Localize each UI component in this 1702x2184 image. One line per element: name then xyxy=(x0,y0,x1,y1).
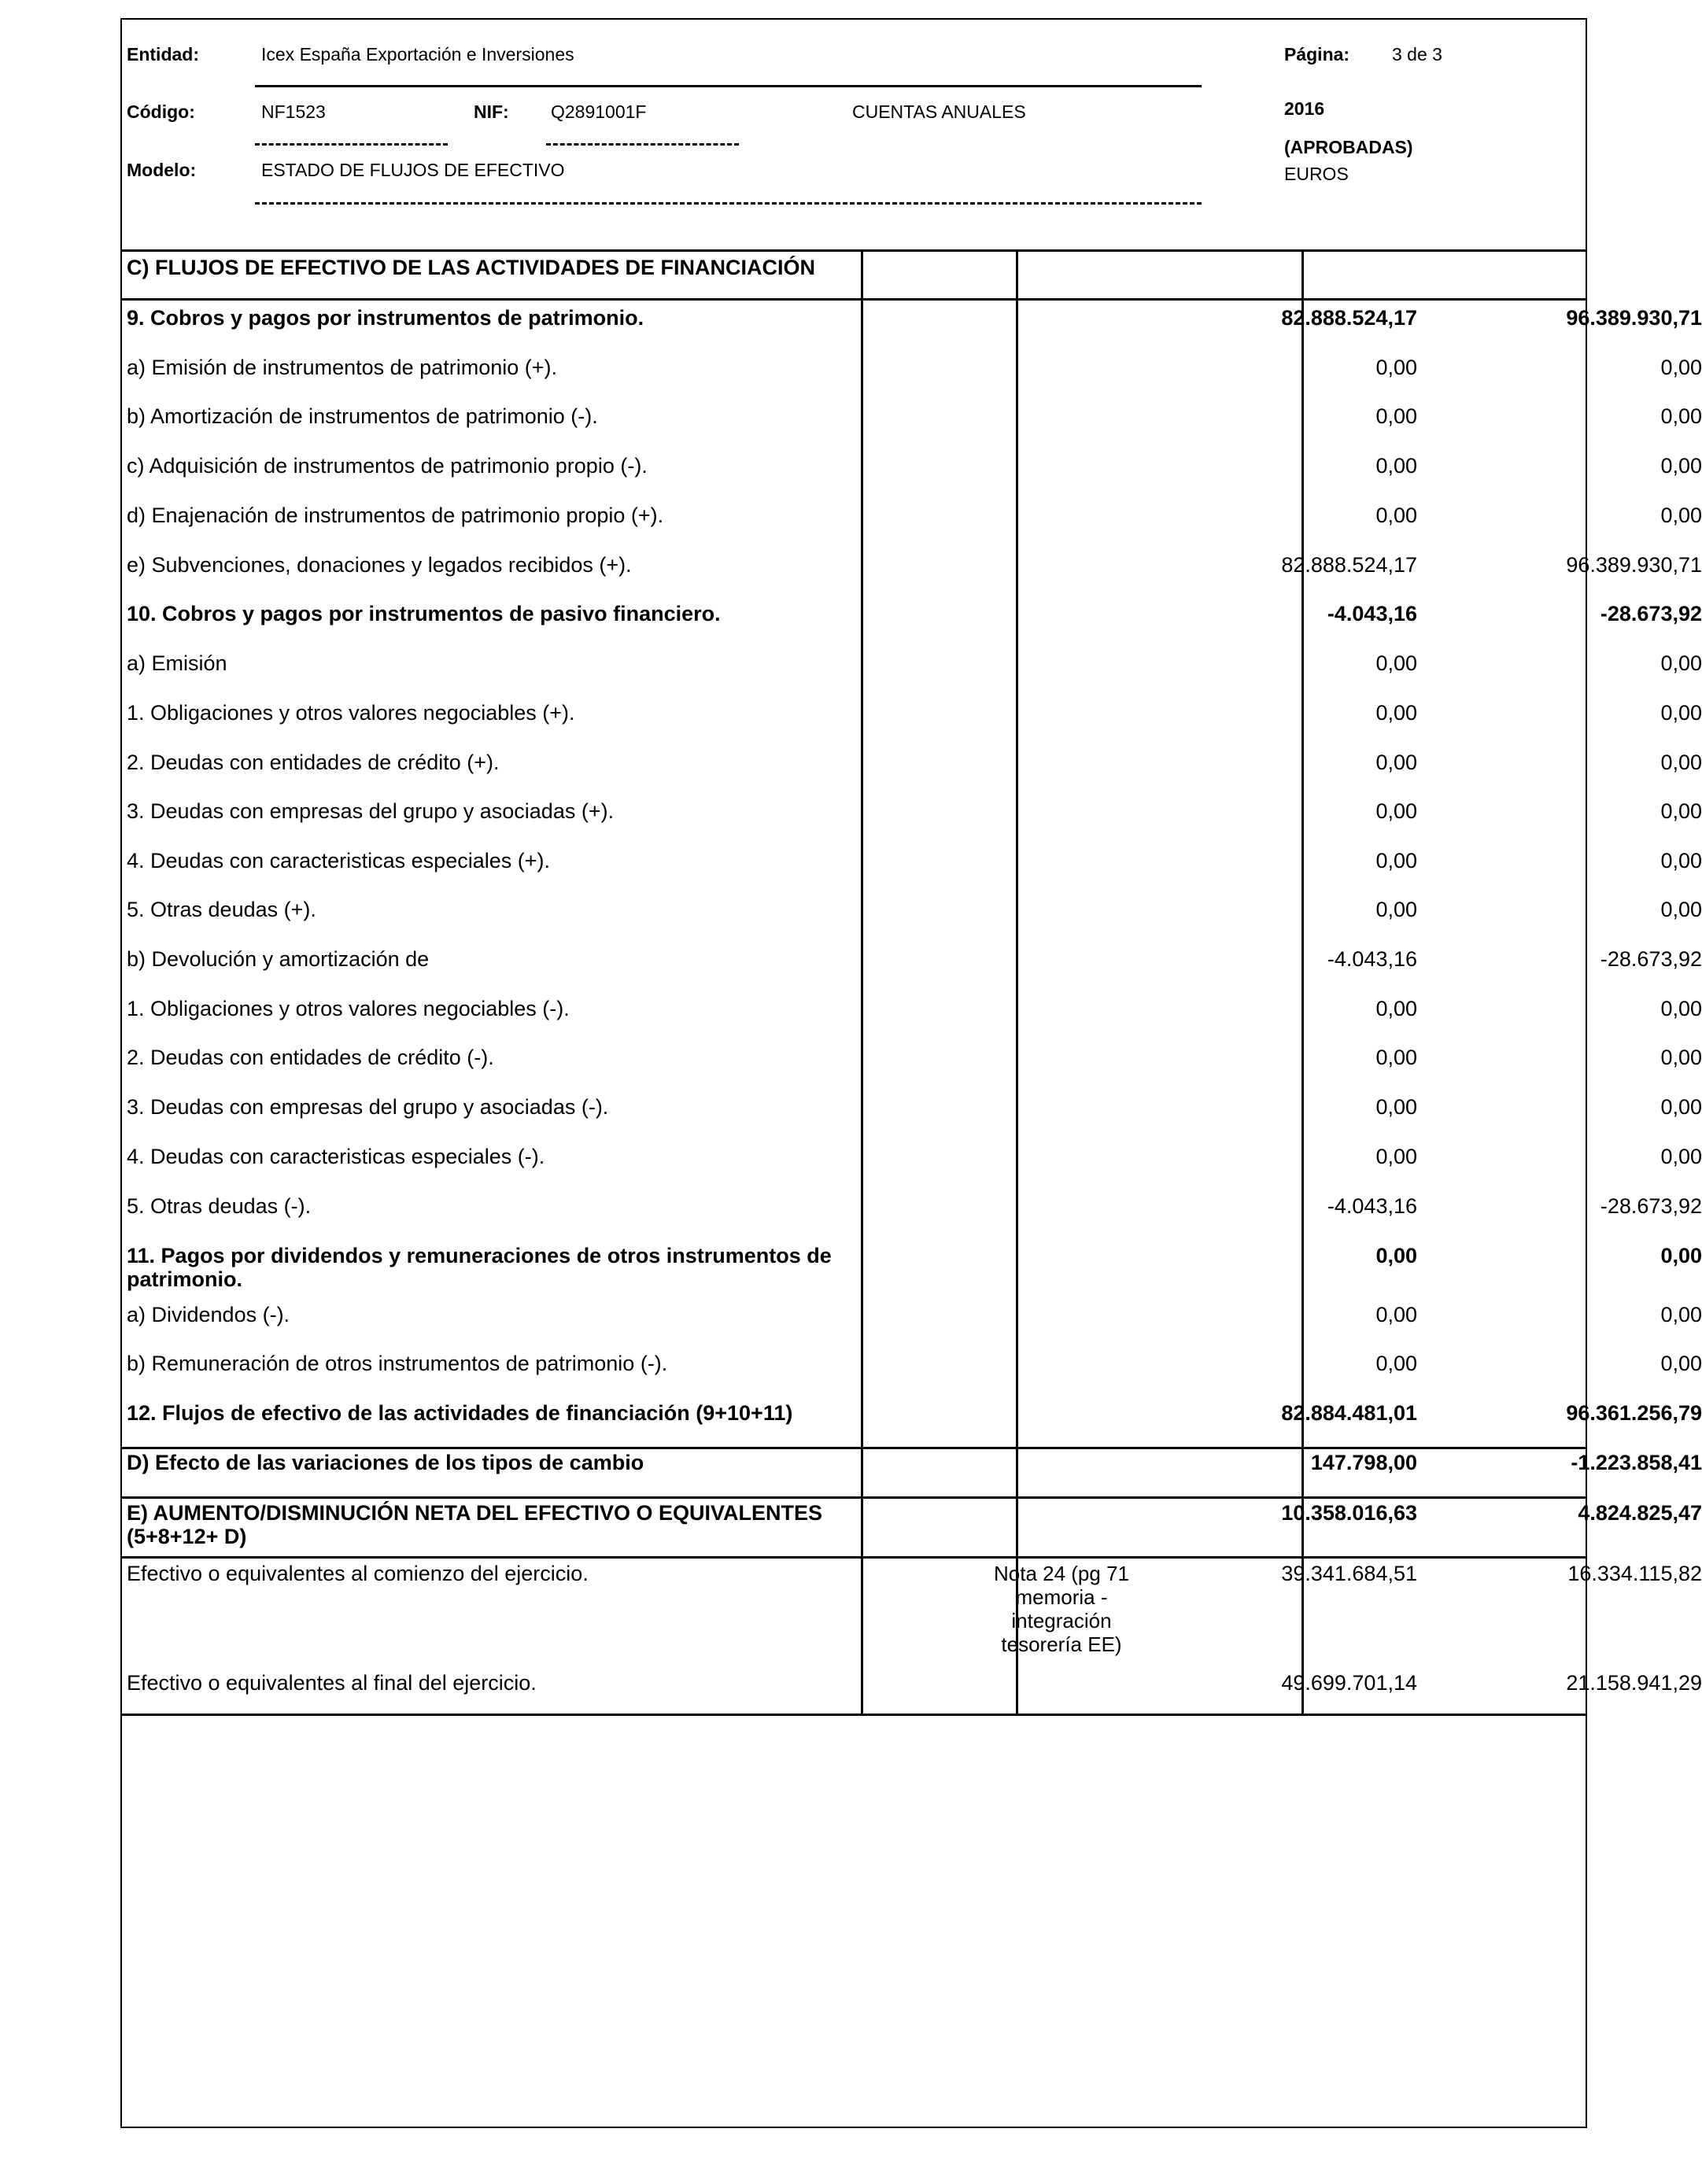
row-label: 2. Deudas con entidades de crédito (-). xyxy=(127,1046,494,1069)
currency: EUROS xyxy=(1284,164,1349,184)
row-value-previous: 4.824.825,47 xyxy=(1578,1501,1702,1525)
codigo-value: NF1523 xyxy=(261,101,326,122)
row-label: a) Emisión de instrumentos de patrimonio (+). xyxy=(127,356,557,379)
row-value-previous: 96.389.930,71 xyxy=(1566,553,1702,577)
row-value-previous: 0,00 xyxy=(1660,651,1702,675)
entidad-label: Entidad: xyxy=(127,44,199,65)
row-label: 3. Deudas con empresas del grupo y asociadas (-). xyxy=(127,1095,609,1119)
row-label: 4. Deudas con caracteristicas especiales (-). xyxy=(127,1145,545,1168)
row-value-previous: 0,00 xyxy=(1660,356,1702,379)
row-value-previous: 16.334.115,82 xyxy=(1567,1562,1702,1585)
row-value-previous: 0,00 xyxy=(1660,701,1702,725)
year: 2016 xyxy=(1284,98,1325,119)
row-label: 2. Deudas con entidades de crédito (+). xyxy=(127,751,500,774)
row-label: 10. Cobros y pagos por instrumentos de pasivo financiero. xyxy=(127,602,721,625)
row-label: 5. Otras deudas (+). xyxy=(127,898,316,921)
row-label: 11. Pagos por dividendos y remuneraciones de otros instrumentos de patrimonio. xyxy=(127,1244,832,1291)
row-note: Nota 24 (pg 71 memoria - integración tesorería EE) xyxy=(993,1562,1129,1656)
row-value-previous: 0,00 xyxy=(1660,799,1702,823)
modelo-underline xyxy=(255,202,1202,205)
row-value-current: 0,00 xyxy=(1375,404,1417,428)
row-value-previous: 0,00 xyxy=(1660,1095,1702,1119)
row-value-previous: -1.223.858,41 xyxy=(1571,1451,1702,1474)
col-divider-current xyxy=(1016,249,1018,1716)
row-value-current: 0,00 xyxy=(1375,1303,1417,1326)
row-value-current: 0,00 xyxy=(1375,701,1417,725)
row-value-current: 0,00 xyxy=(1375,1145,1417,1168)
row-label: 3. Deudas con empresas del grupo y asociadas (+). xyxy=(127,799,615,823)
row-label: c) Adquisición de instrumentos de patrimonio propio (-). xyxy=(127,454,648,478)
row-value-current: 0,00 xyxy=(1375,651,1417,675)
row-value-current: -4.043,16 xyxy=(1327,947,1417,971)
row-label: b) Amortización de instrumentos de patrimonio (-). xyxy=(127,404,598,428)
row-value-previous: 0,00 xyxy=(1660,1046,1702,1069)
row-label: 1. Obligaciones y otros valores negociables (-). xyxy=(127,997,570,1020)
rule-before-efectivo xyxy=(120,1556,1587,1559)
row-value-previous: 21.158.941,29 xyxy=(1566,1671,1702,1695)
row-value-previous: 0,00 xyxy=(1660,898,1702,921)
row-value-current: -4.043,16 xyxy=(1327,602,1417,625)
row-value-current: 0,00 xyxy=(1375,504,1417,527)
row-value-current: 0,00 xyxy=(1375,1352,1417,1375)
row-value-previous: 0,00 xyxy=(1660,1244,1702,1267)
row-label: Efectivo o equivalentes al final del ejercicio. xyxy=(127,1671,537,1695)
table-bottom-rule xyxy=(120,1714,1587,1716)
row-value-current: 0,00 xyxy=(1375,1244,1417,1267)
row-label: D) Efecto de las variaciones de los tipos de cambio xyxy=(127,1451,644,1474)
row-value-current: 0,00 xyxy=(1375,898,1417,921)
row-value-previous: 96.389.930,71 xyxy=(1566,306,1702,330)
row-label: d) Enajenación de instrumentos de patrimonio propio (+). xyxy=(127,504,664,527)
codigo-underline xyxy=(255,143,448,146)
row-value-current: 82.884.481,01 xyxy=(1281,1401,1417,1425)
row-value-previous: 0,00 xyxy=(1660,404,1702,428)
row-value-previous: 0,00 xyxy=(1660,1145,1702,1168)
codigo-label: Código: xyxy=(127,101,195,122)
section-header-rule xyxy=(120,298,1587,301)
entidad-value: Icex España Exportación e Inversiones xyxy=(261,44,574,65)
row-value-current: -4.043,16 xyxy=(1327,1194,1417,1218)
row-value-previous: 0,00 xyxy=(1660,504,1702,527)
row-label: 9. Cobros y pagos por instrumentos de patrimonio. xyxy=(127,306,644,330)
row-label: 12. Flujos de efectivo de las actividades de financiación (9+10+11) xyxy=(127,1401,793,1425)
row-value-current: 0,00 xyxy=(1375,799,1417,823)
status: (APROBADAS) xyxy=(1284,137,1413,157)
row-value-previous: 0,00 xyxy=(1660,1352,1702,1375)
row-value-current: 0,00 xyxy=(1375,997,1417,1020)
nif-label: NIF: xyxy=(474,101,509,122)
row-value-previous: 0,00 xyxy=(1660,1303,1702,1326)
modelo-label: Modelo: xyxy=(127,160,197,180)
row-value-previous: -28.673,92 xyxy=(1600,947,1702,971)
row-label: Efectivo o equivalentes al comienzo del ejercicio. xyxy=(127,1562,589,1585)
section-title: C) FLUJOS DE EFECTIVO DE LAS ACTIVIDADES DE FINANCIACIÓN xyxy=(127,256,816,279)
entidad-underline xyxy=(255,85,1202,87)
row-label: a) Emisión xyxy=(127,651,227,675)
row-value-current: 0,00 xyxy=(1375,849,1417,872)
row-value-current: 0,00 xyxy=(1375,454,1417,478)
row-label: E) AUMENTO/DISMINUCIÓN NETA DEL EFECTIVO O EQUIVALENTES (5+8+12+ D) xyxy=(127,1501,823,1548)
cuentas-anuales: CUENTAS ANUALES xyxy=(852,101,1026,122)
row-value-current: 49.699.701,14 xyxy=(1281,1671,1417,1695)
row-label: 1. Obligaciones y otros valores negociables (+). xyxy=(127,701,575,725)
row-value-current: 0,00 xyxy=(1375,751,1417,774)
rule-before-e xyxy=(120,1496,1587,1499)
row-value-current: 82.888.524,17 xyxy=(1281,306,1417,330)
nif-underline xyxy=(546,143,739,146)
row-value-previous: 0,00 xyxy=(1660,751,1702,774)
row-label: a) Dividendos (-). xyxy=(127,1303,290,1326)
row-value-previous: 0,00 xyxy=(1660,997,1702,1020)
row-value-previous: 96.361.256,79 xyxy=(1566,1401,1702,1425)
row-value-current: 0,00 xyxy=(1375,356,1417,379)
row-value-previous: 0,00 xyxy=(1660,454,1702,478)
row-value-previous: -28.673,92 xyxy=(1600,602,1702,625)
row-label: 5. Otras deudas (-). xyxy=(127,1194,312,1218)
pagina-label: Página: xyxy=(1284,44,1350,65)
pagina-value: 3 de 3 xyxy=(1392,44,1442,65)
row-value-current: 39.341.684,51 xyxy=(1281,1562,1417,1585)
modelo-value: ESTADO DE FLUJOS DE EFECTIVO xyxy=(261,160,565,180)
table-top-rule xyxy=(120,249,1587,252)
row-label: b) Remuneración de otros instrumentos de patrimonio (-). xyxy=(127,1352,668,1375)
row-value-current: 147.798,00 xyxy=(1310,1451,1417,1474)
row-value-current: 10.358.016,63 xyxy=(1281,1501,1417,1525)
page-frame xyxy=(120,18,1587,2128)
row-label: b) Devolución y amortización de xyxy=(127,947,430,971)
row-value-current: 82.888.524,17 xyxy=(1281,553,1417,577)
row-value-current: 0,00 xyxy=(1375,1095,1417,1119)
nif-value: Q2891001F xyxy=(551,101,647,122)
rule-before-d xyxy=(120,1447,1587,1449)
row-value-current: 0,00 xyxy=(1375,1046,1417,1069)
row-label: e) Subvenciones, donaciones y legados recibidos (+). xyxy=(127,553,632,577)
row-label: 4. Deudas con caracteristicas especiales (+). xyxy=(127,849,550,872)
row-value-previous: 0,00 xyxy=(1660,849,1702,872)
row-value-previous: -28.673,92 xyxy=(1600,1194,1702,1218)
